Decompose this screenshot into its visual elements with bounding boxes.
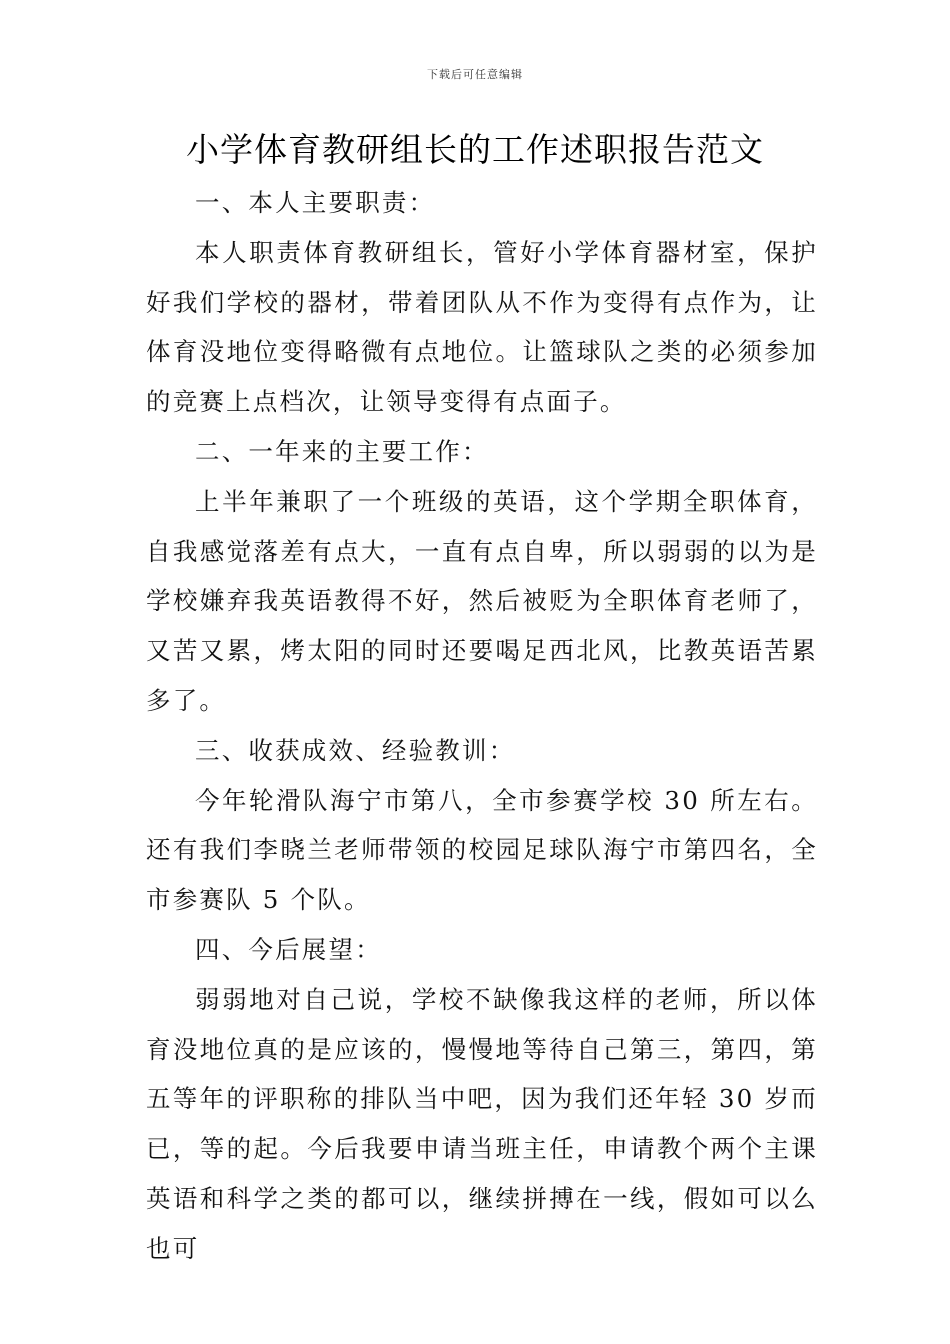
header-note: 下载后可任意编辑 [427,68,523,81]
section-heading-3: 三、收获成效、经验教训： [195,735,516,765]
section-heading-2: 二、一年来的主要工作： [195,436,489,466]
section-heading-1: 一、本人主要职责： [195,188,436,217]
section-body-1: 本人职责体育教研组长，管好小学体育器材室，保护好我们学校的器材，带着团队从不作为变得有点作为，让体育没地位变得略微有点地位。让篮球队之类的必须参加的竞赛上点档次，让领导变得有点面子。 [146,237,818,417]
section-heading-4: 四、今后展望： [195,934,382,964]
document-body [146,178,818,1274]
section-body-2: 上半年兼职了一个班级的英语，这个学期全职体育，自我感觉落差有点大，一直有点自卑，所以弱弱的以为是学校嫌弃我英语教得不好，然后被贬为全职体育老师了，又苦又累，烤太阳的同时还要喝足西北风，比教英语苦累多了。 [146,486,818,715]
document-title: 小学体育教研组长的工作述职报告范文 [186,130,764,169]
section-body-4: 弱弱地对自己说，学校不缺像我这样的老师，所以体育没地位真的是应该的，慢慢地等待自己第三，第四，第五等年的评职称的排队当中吧，因为我们还年轻 30 岁而已，等的起。今后我要申请当班主任，申请教个两个主课英语和科学之类的都可以，继续拼搏在一线，假如可以么也可 [146,984,818,1263]
section-body-3: 今年轮滑队海宁市第八，全市参赛学校 30 所左右。还有我们李晓兰老师带领的校园足球队海宁市第四名，全市参赛队 5 个队。 [146,785,818,915]
